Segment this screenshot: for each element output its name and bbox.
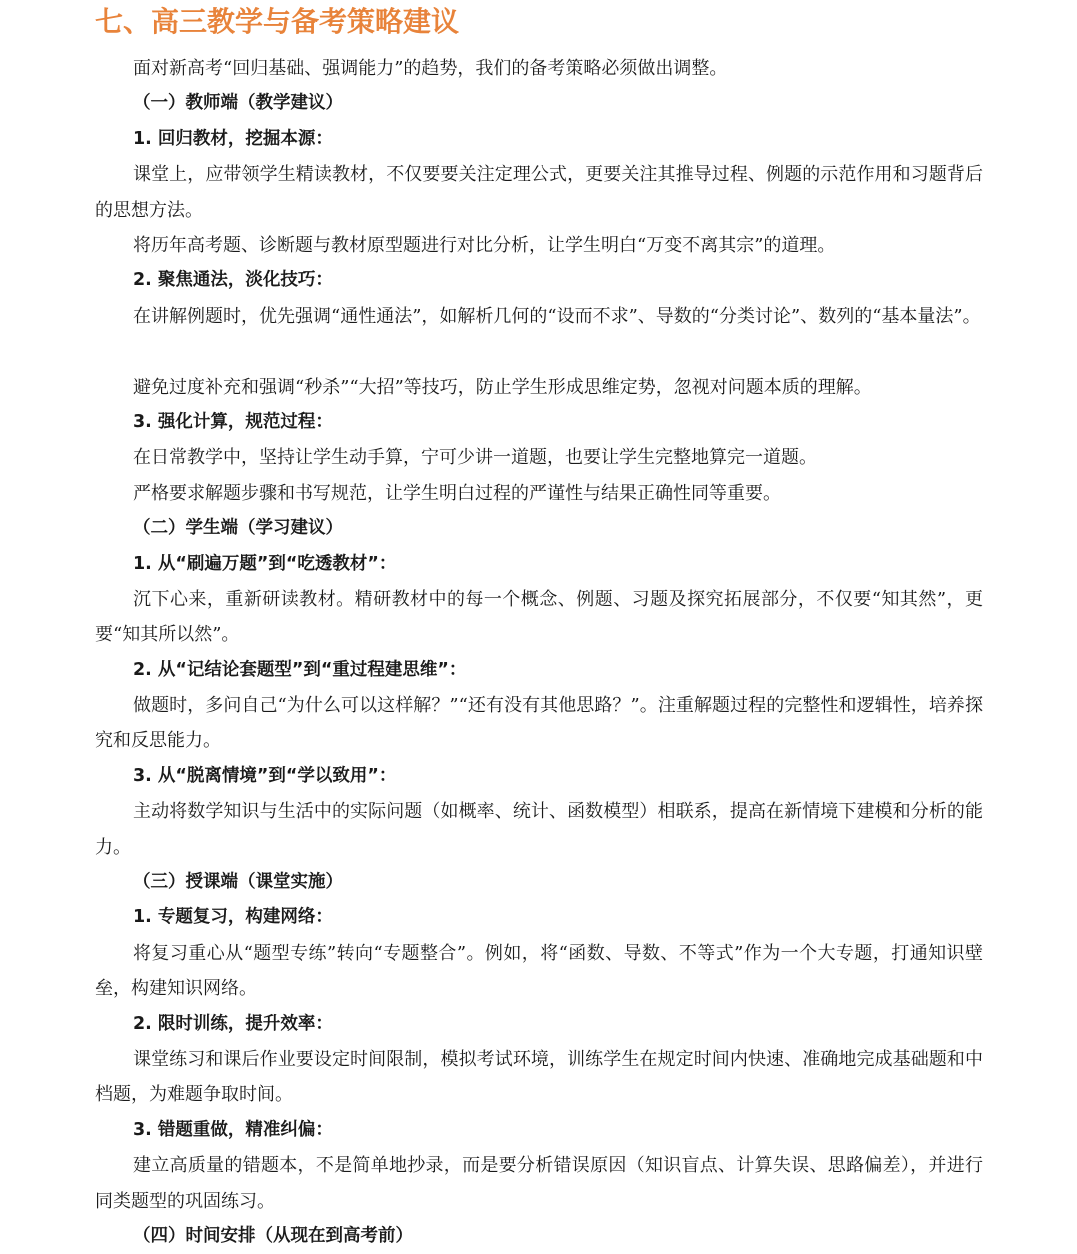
paragraph: 避免过度补充和强调“秒杀”“大招”等技巧，防止学生形成思维定势，忽视对问题本质的理解。 (133, 376, 872, 398)
paragraph: 课堂上，应带领学生精读教材，不仅要要关注定理公式，更要关注其推导过程、例题的示范作用和习题背后的思想方法。 (95, 164, 983, 221)
subheading: 3. 强化计算，规范过程： (133, 411, 333, 432)
subheading: 3. 错题重做，精准纠偏： (133, 1119, 333, 1140)
paragraph: 严格要求解题步骤和书写规范，让学生明白过程的严谨性与结果正确性同等重要。 (133, 482, 781, 504)
paragraph: 将历年高考题、诊断题与教材原型题进行对比分析，让学生明白“万变不离其宗”的道理。 (133, 234, 836, 256)
paragraph: 主动将数学知识与生活中的实际问题（如概率、统计、函数模型）相联系，提高在新情境下建模和分析的能力。 (95, 801, 983, 858)
subheading: 2. 限时训练，提升效率： (133, 1013, 333, 1034)
subheading: 1. 专题复习，构建网络： (133, 907, 333, 928)
section-heading-schedule: （四）时间安排（从现在到高考前） (133, 1226, 413, 1247)
section-heading-classroom: （三）授课端（课堂实施） (133, 872, 343, 893)
page-title: 七、高三教学与备考策略建议 (95, 5, 460, 38)
subheading: 2. 从“记结论套题型”到“重过程建思维”： (133, 659, 467, 680)
subheading: 3. 从“脱离情境”到“学以致用”： (133, 765, 397, 786)
subheading: 1. 回归教材，挖掘本源： (133, 128, 333, 149)
intro-paragraph: 面对新高考“回归基础、强调能力”的趋势，我们的备考策略必须做出调整。 (133, 58, 728, 79)
paragraph: 将复习重心从“题型专练”转向“专题整合”。例如，将“函数、导数、不等式”作为一个大专题，打通知识壁垒，构建知识网络。 (95, 942, 983, 1000)
subheading: 2. 聚焦通法，淡化技巧： (133, 270, 333, 291)
paragraph: 在讲解例题时，优先强调“通性通法”，如解析几何的“设而不求”、导数的“分类讨论”、数列的“基本量法”。 (133, 305, 981, 327)
paragraph: 建立高质量的错题本，不是简单地抄录，而是要分析错误原因（知识盲点、计算失误、思路偏差），并进行同类题型的巩固练习。 (95, 1155, 983, 1212)
paragraph: 沉下心来，重新研读教材。精研教材中的每一个概念、例题、习题及探究拓展部分，不仅要“知其然”，更要“知其所以然”。 (95, 588, 983, 646)
subheading: 1. 从“刷遍万题”到“吃透教材”： (133, 553, 397, 574)
section-heading-student: （二）学生端（学习建议） (133, 518, 343, 539)
document-body (95, 51, 983, 1254)
paragraph: 课堂练习和课后作业要设定时间限制，模拟考试环境，训练学生在规定时间内快速、准确地完成基础题和中档题，为难题争取时间。 (95, 1049, 983, 1106)
paragraph: 做题时，多问自己“为什么可以这样解？”“还有没有其他思路？”。注重解题过程的完整性和逻辑性，培养探究和反思能力。 (95, 695, 983, 752)
section-heading-teacher: （一）教师端（教学建议） (133, 93, 343, 114)
paragraph: 在日常教学中，坚持让学生动手算，宁可少讲一道题，也要让学生完整地算完一道题。 (133, 447, 817, 469)
